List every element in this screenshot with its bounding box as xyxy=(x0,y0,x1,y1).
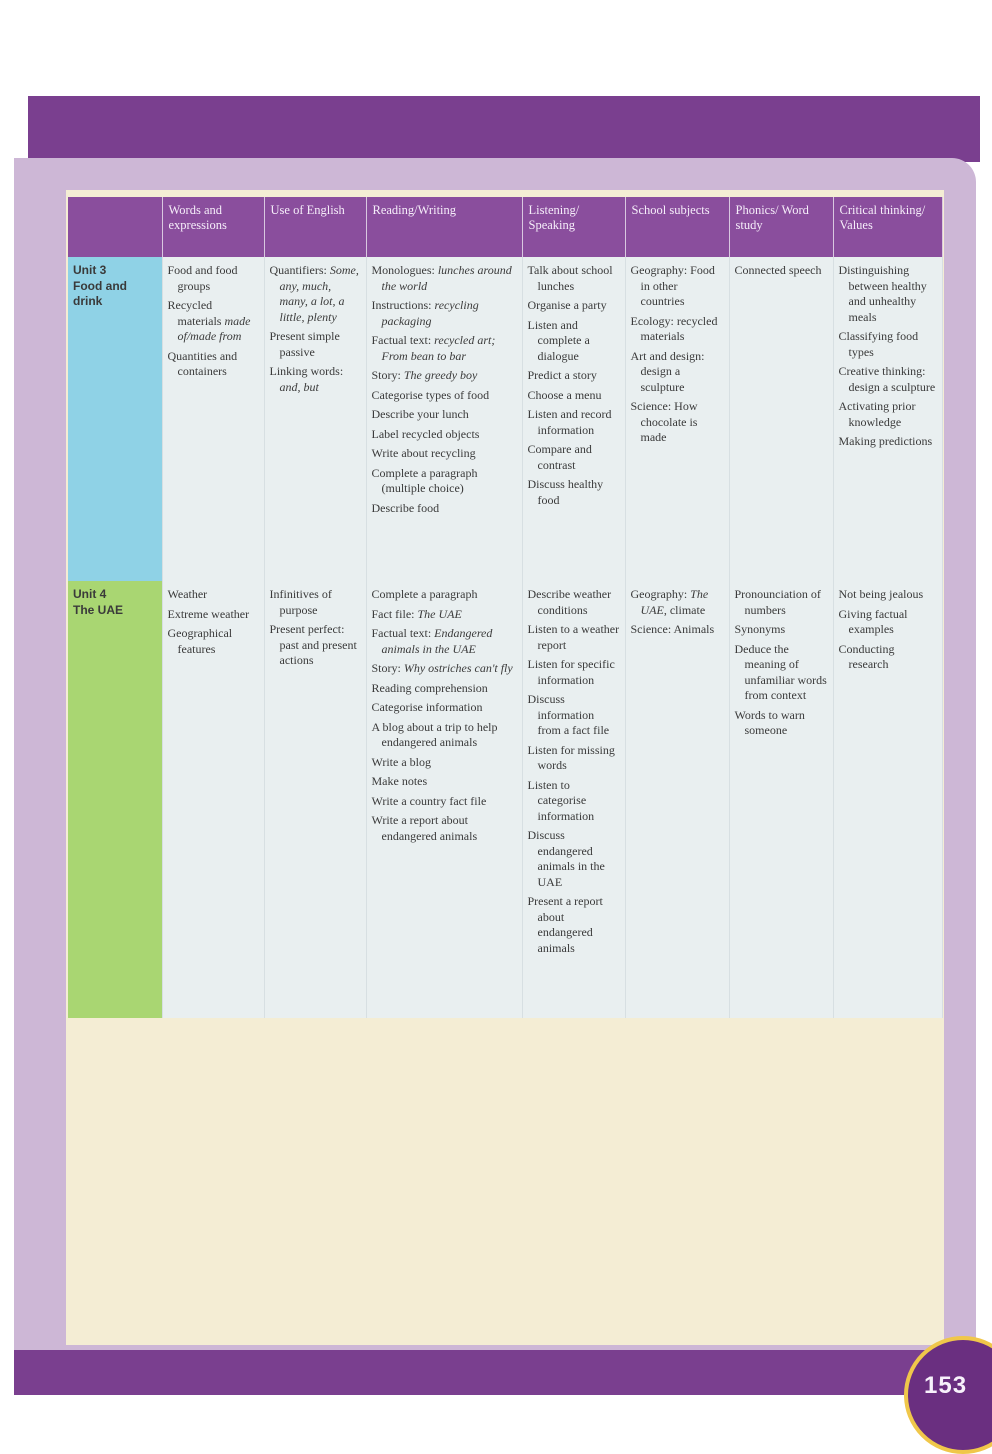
list-item: Compare and contrast xyxy=(527,442,592,472)
cell-critical-thinking xyxy=(833,257,942,581)
cell-listening-speaking xyxy=(522,257,625,581)
cell-reading-writing xyxy=(366,581,522,1018)
table-row xyxy=(68,581,942,1018)
list-item: Science: Animals xyxy=(630,622,715,636)
list-item: Factual text: recycled art; From bean to bar xyxy=(371,333,496,363)
cell-school-subjects xyxy=(625,257,729,581)
unit-number: Unit 4 xyxy=(73,587,107,601)
list-item: Listen to categorise information xyxy=(527,777,595,823)
list-item: Classifying food types xyxy=(838,329,919,359)
cell-words-expressions xyxy=(162,257,264,581)
list-item: Words to warn someone xyxy=(734,707,805,737)
list-item: Quantifiers: Some, any, much, many, a lot, a little, plenty xyxy=(269,263,359,324)
list-item: Making predictions xyxy=(838,434,933,448)
list-item: Listen to a weather report xyxy=(527,622,620,652)
list-item: Infinitives of purpose xyxy=(269,587,332,617)
cell-critical-thinking xyxy=(833,581,942,1018)
list-item: Discuss endangered animals in the UAE xyxy=(527,828,605,889)
list-item: Geography: Food in other countries xyxy=(630,263,715,308)
list-item: Not being jealous xyxy=(838,587,924,601)
header-phonics-word-study: Phonics/ Word study xyxy=(729,197,833,257)
header-words-expressions: Words and expressions xyxy=(162,197,264,257)
list-item: Pronounciation of numbers xyxy=(734,587,821,617)
list-item: Organise a party xyxy=(527,298,607,312)
top-banner xyxy=(28,96,980,162)
list-item: Listen for specific information xyxy=(527,657,615,687)
list-item: Giving factual examples xyxy=(838,606,908,636)
list-item: Present perfect: past and present actions xyxy=(269,622,357,667)
list-item: Talk about school lunches xyxy=(527,263,613,293)
unit-title: Food and drink xyxy=(73,278,127,308)
cell-words-expressions xyxy=(162,581,264,1018)
list-item: Instructions: recycling packaging xyxy=(371,298,479,328)
table-row xyxy=(68,257,942,581)
list-item: Factual text: Endangered animals in the UAE xyxy=(371,626,493,656)
list-item: Weather xyxy=(167,587,208,601)
unit-cell xyxy=(68,257,162,581)
list-item: Listen and record information xyxy=(527,407,612,437)
header-school-subjects: School subjects xyxy=(625,197,729,257)
list-item: Story: Why ostriches can't fly xyxy=(371,661,513,675)
list-item: Art and design: design a sculpture xyxy=(630,348,705,394)
scope-sequence-table xyxy=(68,197,943,1018)
list-item: Fact file: The UAE xyxy=(371,606,462,621)
list-item: Food and food groups xyxy=(167,263,238,293)
list-item: Make notes xyxy=(371,774,428,788)
cell-phonics-word-study xyxy=(729,581,833,1018)
cell-reading-writing xyxy=(366,257,522,581)
header-reading-writing: Reading/Writing xyxy=(366,197,522,257)
cell-listening-speaking xyxy=(522,581,625,1018)
list-item: Present a report about endangered animals xyxy=(527,894,603,955)
list-item: Distinguishing between healthy and unhealthy meals xyxy=(838,263,927,324)
list-item: Deduce the meaning of unfamiliar words from context xyxy=(734,641,827,702)
list-item: Write a report about endangered animals xyxy=(371,813,478,843)
list-item: Conducting research xyxy=(838,641,895,671)
list-item: Present simple passive xyxy=(269,329,340,359)
header-unit xyxy=(68,197,162,257)
list-item: Describe your lunch xyxy=(371,407,469,421)
page-number: 153 xyxy=(924,1372,968,1399)
list-item: Connected speech xyxy=(734,263,822,277)
list-item: Synonyms xyxy=(734,622,786,636)
list-item: Linking words: and, but xyxy=(269,364,344,394)
cell-use-of-english xyxy=(264,257,366,581)
list-item: Extreme weather xyxy=(167,606,250,621)
header-critical-thinking: Critical thinking/ Values xyxy=(833,197,942,257)
list-item: Creative thinking: design a sculpture xyxy=(838,364,936,394)
list-item: Monologues: lunches around the world xyxy=(371,263,512,293)
list-item: Write a blog xyxy=(371,754,431,769)
unit-title: The UAE xyxy=(73,602,124,617)
list-item: Discuss information from a fact file xyxy=(527,692,610,737)
list-item: Write a country fact file xyxy=(371,793,487,808)
list-item: Label recycled objects xyxy=(371,426,480,441)
unit-cell xyxy=(68,581,162,1018)
list-item: Geographical features xyxy=(167,626,233,656)
list-item: Complete a paragraph (multiple choice) xyxy=(371,465,478,495)
list-item: Choose a menu xyxy=(527,387,602,402)
header-listening-speaking: Listening/ Speaking xyxy=(522,197,625,257)
header-use-of-english: Use of English xyxy=(264,197,366,257)
list-item: Categorise information xyxy=(371,700,483,714)
list-item: Complete a paragraph xyxy=(371,587,478,601)
list-item: Discuss healthy food xyxy=(527,477,604,507)
list-item: Describe food xyxy=(371,500,440,515)
list-item: Ecology: recycled materials xyxy=(630,313,718,343)
bottom-banner xyxy=(14,1350,982,1395)
list-item: A blog about a trip to help endangered animals xyxy=(371,719,498,749)
list-item: Science: How chocolate is made xyxy=(630,399,698,444)
list-item: Listen for missing words xyxy=(527,742,615,772)
list-item: Listen and complete a dialogue xyxy=(527,317,590,363)
header-row xyxy=(68,197,942,257)
list-item: Story: The greedy boy xyxy=(371,368,478,382)
unit-number: Unit 3 xyxy=(73,263,107,277)
list-item: Recycled materials made of/made from xyxy=(167,298,251,343)
list-item: Write about recycling xyxy=(371,446,476,460)
list-item: Describe weather conditions xyxy=(527,587,612,617)
list-item: Geography: The UAE, climate xyxy=(630,587,709,617)
cell-use-of-english xyxy=(264,581,366,1018)
list-item: Reading comprehension xyxy=(371,680,488,695)
cell-phonics-word-study xyxy=(729,257,833,581)
list-item: Categorise types of food xyxy=(371,387,490,402)
list-item: Activating prior knowledge xyxy=(838,399,916,429)
cell-school-subjects xyxy=(625,581,729,1018)
list-item: Quantities and containers xyxy=(167,348,238,378)
list-item: Predict a story xyxy=(527,368,597,382)
